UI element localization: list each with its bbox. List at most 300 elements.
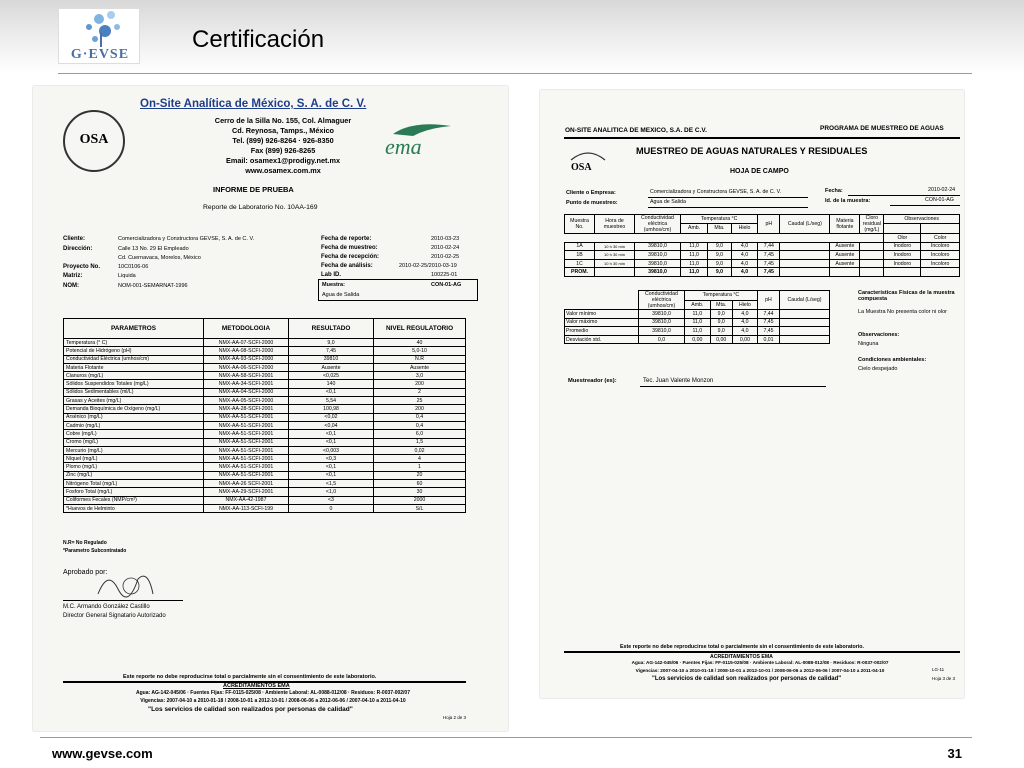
table-row xyxy=(565,310,830,319)
ema-logo-text: ema xyxy=(385,134,422,159)
table-cell: 7,45 xyxy=(758,259,780,268)
table-cell xyxy=(780,268,830,277)
table-cell: 11,0 xyxy=(681,242,708,251)
disclaimer: Este reporte no debe reproducirse total o parcialmente sin el consentimiento de este laboratorio. xyxy=(620,644,865,650)
client-label: Cliente: xyxy=(63,236,86,242)
id-value: CON-01-AG xyxy=(925,197,954,203)
table-cell: 9,0 xyxy=(708,251,732,260)
proyecto-value: 10C0106-06 xyxy=(118,264,149,270)
table-cell: <3 xyxy=(289,496,374,504)
table-cell: 140 xyxy=(289,380,374,388)
table-cell: 10 h 30 min xyxy=(595,259,635,268)
table-cell: 10 h 30 min xyxy=(595,242,635,251)
table-cell: <0,1 xyxy=(289,471,374,479)
table-cell: 4,0 xyxy=(732,327,757,336)
table-cell: 200 xyxy=(374,380,466,388)
motto: "Los servicios de calidad son realizados por personas de calidad" xyxy=(148,706,353,713)
table-cell: 39810,0 xyxy=(635,251,681,260)
table-cell: <0,003 xyxy=(289,446,374,454)
program-title: PROGRAMA DE MUESTREO DE AGUAS xyxy=(820,125,944,132)
table-cell: NMX-AA-28-SCFI-2001 xyxy=(204,405,289,413)
table-cell: 20 xyxy=(374,471,466,479)
report-number: Reporte de Laboratorio No. 10AA-169 xyxy=(203,204,318,211)
table-cell: 9,0 xyxy=(708,268,732,277)
col-hielo: Hielo xyxy=(731,223,758,233)
col-metodologia: METODOLOGIA xyxy=(204,319,289,339)
osa-seal-icon xyxy=(567,146,609,176)
table-row xyxy=(565,318,830,327)
table-cell: 0,01 xyxy=(758,335,780,344)
table-row xyxy=(64,405,466,413)
table-cell: N.R xyxy=(374,355,466,363)
client-value: Comercializadora y Constructora GEVSE, S. A. de C. V. xyxy=(118,236,255,242)
col-conductividad: Conductividad eléctrica (umhos/cm) xyxy=(635,215,681,234)
table-row xyxy=(64,463,466,471)
table-row xyxy=(64,471,466,479)
table-cell: 11,0 xyxy=(681,251,708,260)
sheet-title: MUESTREO DE AGUAS NATURALES Y RESIDUALES xyxy=(636,146,868,156)
table-cell: <0,04 xyxy=(289,421,374,429)
osa-seal-text: OSA xyxy=(571,162,592,173)
spacer xyxy=(681,234,758,243)
table-cell xyxy=(884,268,921,277)
accreditation-line: Vigencias: 2007-04-10 a 2010-01-18 / 2008-10-01 a 2012-10-01 / 2008-06-06 a 2012-06-06 / 2007-04-10 a 2011-04-10 xyxy=(635,668,885,673)
fecha-muestreo-label: Fecha de muestreo: xyxy=(321,245,378,251)
header-rule xyxy=(564,137,960,139)
punto-label: Punto de muestreo: xyxy=(566,200,618,206)
table-cell: Grasas y Aceites (mg/L) xyxy=(64,397,204,405)
fecha-recepcion-label: Fecha de recepción: xyxy=(321,254,380,260)
table-row xyxy=(64,363,466,371)
muestra-code: CON-01-AG xyxy=(431,282,462,288)
table-cell: Inodoro xyxy=(884,251,921,260)
lab-company-name: ON-SITE ANALITICA DE MEXICO, S.A. DE C.V. xyxy=(565,127,707,134)
fax-line: Fax (899) 926-8265 xyxy=(250,146,316,155)
table-cell: NMX-AA-51-SCFI-2001 xyxy=(204,455,289,463)
table-cell: NMX-AA-06-SCFI-2000 xyxy=(204,363,289,371)
matriz-label: Matriz: xyxy=(63,273,83,279)
muestreador-underline xyxy=(640,386,826,387)
table-cell: 1A xyxy=(565,242,595,251)
spacer xyxy=(565,291,639,301)
nom-label: NOM: xyxy=(63,283,79,289)
table-cell: 40 xyxy=(374,339,466,347)
table-row xyxy=(64,380,466,388)
col-hielo: Hielo xyxy=(732,300,757,310)
table-cell: Ausente xyxy=(289,363,374,371)
website-line: www.osamex.com.mx xyxy=(245,166,321,175)
table-row xyxy=(64,388,466,396)
muestreador-value: Tec. Juan Valente Monzon xyxy=(643,378,714,384)
col-conductividad: Conductividad eléctrica (umhos/cm) xyxy=(639,291,685,310)
table-cell: NMX-AA-51-SCFI-2001 xyxy=(204,421,289,429)
nom-value: NOM-001-SEMARNAT-1996 xyxy=(118,283,188,289)
table-cell: 30 xyxy=(374,488,466,496)
direccion-label: Dirección: xyxy=(63,246,93,252)
table-cell: 9,0 xyxy=(710,327,732,336)
table-cell: 5,54 xyxy=(289,397,374,405)
spacer xyxy=(565,300,639,310)
table-cell: Cobre (mg/L) xyxy=(64,430,204,438)
table-cell: 7,44 xyxy=(758,310,780,319)
table-cell: 4 xyxy=(374,455,466,463)
table-cell: S/L xyxy=(374,504,466,512)
table-cell: Plomo (mg/L) xyxy=(64,463,204,471)
table-cell: Sólidos Suspendidos Totales (mg/L) xyxy=(64,380,204,388)
fecha-underline xyxy=(848,195,960,196)
footer-divider xyxy=(40,737,972,738)
table-row xyxy=(64,421,466,429)
table-cell: NMX-AA-51-SCFI-2001 xyxy=(204,446,289,454)
table-cell xyxy=(860,268,884,277)
lab-id-label: Lab ID. xyxy=(321,272,342,278)
col-amb: Amb. xyxy=(685,300,711,310)
table-cell: 25 xyxy=(374,397,466,405)
table-cell: 4,0 xyxy=(731,259,758,268)
table-cell: Potencial de Hidrógeno (pH) xyxy=(64,347,204,355)
obs-label: Observaciones: xyxy=(858,332,900,338)
table-cell xyxy=(830,268,860,277)
field-sheet-document xyxy=(540,90,964,698)
caract-value: La Muestra No presenta color ni olor xyxy=(858,309,947,315)
proyecto-label: Proyecto No. xyxy=(63,264,101,270)
table-cell: 9,0 xyxy=(708,242,732,251)
signer-name: M.C. Armando González Castillo xyxy=(63,604,150,610)
table-cell: 39810 xyxy=(289,355,374,363)
table-cell: <0,1 xyxy=(289,438,374,446)
table-cell: 2 xyxy=(374,388,466,396)
table-cell: 39810,0 xyxy=(635,259,681,268)
table-cell: 5,0-10 xyxy=(374,347,466,355)
table-cell: 9,0 xyxy=(708,259,732,268)
table-cell: Cromo (mg/L) xyxy=(64,438,204,446)
table-cell: Arsénico (mg/L) xyxy=(64,413,204,421)
table-row xyxy=(565,259,960,268)
muestra-label: Muestra: xyxy=(322,282,345,288)
statistics-table xyxy=(564,290,830,344)
table-cell: 7,45 xyxy=(758,318,780,327)
table-cell: Conductividad Eléctrica (umhos/cm) xyxy=(64,355,204,363)
table-row xyxy=(64,488,466,496)
id-underline xyxy=(890,205,960,206)
col-nivel-regulatorio: NIVEL REGULATORIO xyxy=(374,319,466,339)
table-row xyxy=(64,430,466,438)
table-cell: Materia Flotante xyxy=(64,363,204,371)
table-cell: 0,4 xyxy=(374,413,466,421)
motto: "Los servicios de calidad son realizados por personas de calidad" xyxy=(652,676,842,682)
table-cell: 39810,0 xyxy=(635,242,681,251)
lab-report-document xyxy=(33,86,508,731)
col-ph: pH xyxy=(758,291,780,310)
col-olor: Olor xyxy=(884,234,921,243)
table-cell: NMX-AA-29-SCFI-2001 xyxy=(204,488,289,496)
obs-spacer xyxy=(884,223,921,233)
table-row xyxy=(64,496,466,504)
fecha-recepcion-value: 2010-02-25 xyxy=(431,254,460,260)
signature-line xyxy=(63,600,183,601)
table-cell: 9,0 xyxy=(710,318,732,327)
table-cell: Desviación std. xyxy=(565,335,639,344)
table-cell: NMX-AA-08-SCFI-2000 xyxy=(204,347,289,355)
slide-page-number: 31 xyxy=(947,746,962,761)
table-cell: 9,0 xyxy=(710,310,732,319)
address-line: Cerro de la Silla No. 155, Col. Almaguer xyxy=(214,116,352,125)
table-cell: Zinc (mg/L) xyxy=(64,471,204,479)
fecha-analisis-value: 2010-02-25/2010-03-19 xyxy=(399,263,457,269)
cond-label: Condiciones ambientales: xyxy=(858,357,927,363)
signer-title: Director General Signatario Autorizado xyxy=(63,613,166,619)
table-cell: NMX-AA-26 SCFI-2001 xyxy=(204,480,289,488)
footer-rule xyxy=(564,651,960,653)
table-row xyxy=(64,347,466,355)
table-row xyxy=(64,455,466,463)
header-divider xyxy=(58,73,972,74)
page-indicator: Hoja 2 de 3 xyxy=(443,715,467,720)
table-cell: Inodoro xyxy=(884,259,921,268)
table-cell: <1,0 xyxy=(289,488,374,496)
matriz-value: Liquida xyxy=(118,273,136,279)
table-cell xyxy=(780,259,830,268)
note-no-regulado: N.R= No Regulado xyxy=(63,540,107,546)
table-row xyxy=(64,355,466,363)
col-resultado: RESULTADO xyxy=(289,319,374,339)
osa-seal-icon xyxy=(63,110,125,172)
table-cell: 7,44 xyxy=(758,242,780,251)
footer-website-link[interactable]: www.gevse.com xyxy=(52,746,153,761)
table-cell: NMX-AA-51-SCFI-2001 xyxy=(204,463,289,471)
table-cell: 7,45 xyxy=(289,347,374,355)
table-cell xyxy=(921,268,960,277)
table-cell: 4,0 xyxy=(731,251,758,260)
spacer xyxy=(565,234,681,243)
table-cell xyxy=(780,318,830,327)
table-cell: 2000 xyxy=(374,496,466,504)
fecha-label: Fecha: xyxy=(825,188,843,194)
table-cell: NMX-AA-58-SCFI-2001 xyxy=(204,372,289,380)
table-cell: NMX-AA-04-SCFI-2000 xyxy=(204,388,289,396)
direccion-line: Calle 13 No. 29 El Empleado xyxy=(118,246,189,252)
table-cell: 11,0 xyxy=(685,310,711,319)
table-cell: Valor mínimo xyxy=(565,310,639,319)
gevse-logo xyxy=(58,8,140,64)
table-cell: <0,025 xyxy=(289,372,374,380)
obs-value: Ninguna xyxy=(858,341,879,347)
table-cell: 11,0 xyxy=(681,268,708,277)
table-cell: 39810,0 xyxy=(635,268,681,277)
table-cell: 1C xyxy=(565,259,595,268)
table-cell: 4,0 xyxy=(732,310,757,319)
note-subcontratado: *Parametro Subcontratado xyxy=(63,548,127,554)
table-cell: 0,00 xyxy=(710,335,732,344)
table-cell: Ausente xyxy=(374,363,466,371)
bubbles-icon xyxy=(59,9,141,49)
table-cell: 39810,0 xyxy=(639,310,685,319)
table-cell: 1,5 xyxy=(374,438,466,446)
accreditation-line: Agua: AG-142-045/06 · Fuentes Fijas: FF-0115-025/08 · Ambiente Laboral: AL-0088-012/08 · Residuos: R-0037-002/07 xyxy=(631,660,889,665)
fecha-reporte-value: 2010-03-23 xyxy=(431,236,460,242)
table-cell: 11,0 xyxy=(685,327,711,336)
accreditation-line: Vigencias: 2007-04-10 a 2010-01-18 / 2008-10-01 a 2012-10-01 / 2008-06-06 a 2012-06-06 / 2007-04-10 a 2011-04-10 xyxy=(140,698,406,704)
table-cell: Incoloro xyxy=(921,259,960,268)
table-cell: 0,00 xyxy=(732,335,757,344)
table-row xyxy=(64,372,466,380)
table-cell: NMX-AA-51-SCFI-2001 xyxy=(204,438,289,446)
table-cell: Demanda Bioquímica de Oxígeno (mg/L) xyxy=(64,405,204,413)
report-title: INFORME DE PRUEBA xyxy=(213,185,294,194)
table-cell: <0,1 xyxy=(289,430,374,438)
punto-underline xyxy=(648,207,808,208)
table-cell: 0,00 xyxy=(685,335,711,344)
col-observaciones: Observaciones xyxy=(884,215,960,224)
table-cell: 0,02 xyxy=(374,446,466,454)
table-cell: 10 h 30 min xyxy=(595,251,635,260)
table-cell xyxy=(780,251,830,260)
table-cell: <0,02 xyxy=(289,413,374,421)
table-cell: Mercurio (mg/L) xyxy=(64,446,204,454)
col-materia: Materia flotante xyxy=(830,215,860,234)
table-cell: Ausente xyxy=(830,251,860,260)
accreditation-line: Agua: AG-142-045/06 · Fuentes Fijas: FF-0115-025/08 · Ambiente Laboral: AL-0088-012/08 · Residuos: R-0037-002/07 xyxy=(136,690,410,696)
table-cell: Coliformes Fecales (NMP/cm³) xyxy=(64,496,204,504)
col-parametros: PARAMETROS xyxy=(64,319,204,339)
table-cell: Nitrógeno Total (mg/L) xyxy=(64,480,204,488)
table-row xyxy=(64,397,466,405)
table-cell: 11,0 xyxy=(685,318,711,327)
table-cell: 3,0 xyxy=(374,372,466,380)
fecha-value: 2010-02-24 xyxy=(928,187,956,193)
table-cell: 100,98 xyxy=(289,405,374,413)
table-cell: Cadmio (mg/L) xyxy=(64,421,204,429)
accreditation-title: ACREDITAMIENTOS EMA xyxy=(223,683,290,689)
obs-spacer xyxy=(921,223,960,233)
table-cell: NMX-AA-42-1987 xyxy=(204,496,289,504)
muestra-box xyxy=(318,279,478,301)
col-caudal: Caudal (L/seg) xyxy=(780,291,830,310)
table-cell xyxy=(780,310,830,319)
email-line: Email: osamex1@prodigy.net.mx xyxy=(225,156,341,165)
col-caudal: Caudal (L/seg) xyxy=(780,215,830,234)
table-cell: NMX-AA-51-SCFI-2001 xyxy=(204,430,289,438)
table-row xyxy=(64,446,466,454)
table-cell: NMX-AA-07-SCFI-2000 xyxy=(204,339,289,347)
table-cell: PROM. xyxy=(565,268,595,277)
table-cell: Incoloro xyxy=(921,242,960,251)
disclaimer: Este reporte no debe reproducirse total o parcialmente sin el consentimiento de este laboratorio. xyxy=(123,674,377,680)
table-cell: 0,0 xyxy=(639,335,685,344)
phone-line: Tel. (899) 926-8264 · 926-8350 xyxy=(232,136,334,145)
table-cell: NMX-AA-113-SCFI-199 xyxy=(204,504,289,512)
id-label: Id. de la muestra: xyxy=(825,198,871,204)
table-cell: 0 xyxy=(289,504,374,512)
table-cell: 9,0 xyxy=(289,339,374,347)
table-cell: 39810,0 xyxy=(639,318,685,327)
table-cell: Ausente xyxy=(830,259,860,268)
col-mta: Mta. xyxy=(710,300,732,310)
table-cell: Inodoro xyxy=(884,242,921,251)
table-cell: *Huevos de Helminto xyxy=(64,504,204,512)
caract-title: Características Físicas de la muestra compuesta xyxy=(858,290,955,302)
table-cell: <0,1 xyxy=(289,388,374,396)
table-cell: Cianuros (mg/L) xyxy=(64,372,204,380)
client-label: Cliente o Empresa: xyxy=(566,190,616,196)
table-cell: Fosforo Total (mg/L) xyxy=(64,488,204,496)
table-row xyxy=(64,339,466,347)
lab-company-name: On-Site Analítica de México, S. A. de C. V. xyxy=(140,98,367,110)
table-row xyxy=(565,335,830,344)
page-indicator: Hoja 3 de 3 xyxy=(932,676,956,681)
table-cell: Valor máximo xyxy=(565,318,639,327)
client-underline xyxy=(648,197,808,198)
field-measurements-table xyxy=(564,214,960,277)
punto-value: Agua de Salida xyxy=(650,199,686,205)
table-cell: 1 xyxy=(374,463,466,471)
col-color: Color xyxy=(921,234,960,243)
table-cell xyxy=(595,268,635,277)
table-cell xyxy=(860,251,884,260)
muestreador-label: Muestreador (es): xyxy=(568,378,617,384)
table-cell: 7,45 xyxy=(758,251,780,260)
signature-icon xyxy=(93,564,163,604)
table-cell: Níquel (mg/L) xyxy=(64,455,204,463)
col-temperatura: Temperatura °C xyxy=(685,291,758,301)
address-line: Cd. Reynosa, Tamps., México xyxy=(231,126,335,135)
table-row xyxy=(565,251,960,260)
results-table-header xyxy=(64,319,466,339)
col-cloro: Cloro residual (mg/L) xyxy=(860,215,884,234)
spacer xyxy=(758,234,884,243)
table-row xyxy=(565,242,960,251)
table-cell: 7,45 xyxy=(758,327,780,336)
fecha-muestreo-value: 2010-02-24 xyxy=(431,245,460,251)
table-cell: 4,0 xyxy=(731,268,758,277)
table-cell: NMX-AA-34-SCFI-2001 xyxy=(204,380,289,388)
fecha-analisis-label: Fecha de análisis: xyxy=(321,263,373,269)
table-cell: Ausente xyxy=(830,242,860,251)
cond-value: Cielo despejado xyxy=(858,366,898,372)
col-mta: Mta. xyxy=(708,223,732,233)
table-cell: 1B xyxy=(565,251,595,260)
table-row xyxy=(565,327,830,336)
approved-by-label: Aprobado por: xyxy=(63,569,108,576)
table-cell: 39810,0 xyxy=(639,327,685,336)
logo-text: G·EVSE xyxy=(70,47,130,62)
accreditation-title: ACREDITAMIENTOS EMA xyxy=(710,654,773,660)
table-cell: Incoloro xyxy=(921,251,960,260)
col-ph: pH xyxy=(758,215,780,234)
col-muestra: Muestra No. xyxy=(565,215,595,234)
table-row xyxy=(64,504,466,512)
table-cell xyxy=(780,327,830,336)
table-cell: 200 xyxy=(374,405,466,413)
table-cell: <0,1 xyxy=(289,463,374,471)
form-code: LG-11 xyxy=(932,667,945,672)
table-cell xyxy=(780,242,830,251)
table-cell xyxy=(860,242,884,251)
table-cell: NMX-AA-93-SCFI-2000 xyxy=(204,355,289,363)
direccion-line: Cd. Cuernavaca, Morelos, México xyxy=(118,255,201,261)
fecha-reporte-label: Fecha de reporte: xyxy=(321,236,372,242)
table-cell: Sólidos Sedimentables (ml/L) xyxy=(64,388,204,396)
lab-id-value: 100225-01 xyxy=(431,272,458,278)
table-cell: 0,4 xyxy=(374,421,466,429)
table-cell: Temperatura (° C) xyxy=(64,339,204,347)
osa-seal-text: OSA xyxy=(79,132,109,147)
table-cell: 7,45 xyxy=(758,268,780,277)
col-temperatura: Temperatura °C xyxy=(681,215,758,224)
table-cell: NMX-AA-51-SCFI-2001 xyxy=(204,413,289,421)
table-cell: 4,0 xyxy=(731,242,758,251)
results-table xyxy=(63,318,466,513)
